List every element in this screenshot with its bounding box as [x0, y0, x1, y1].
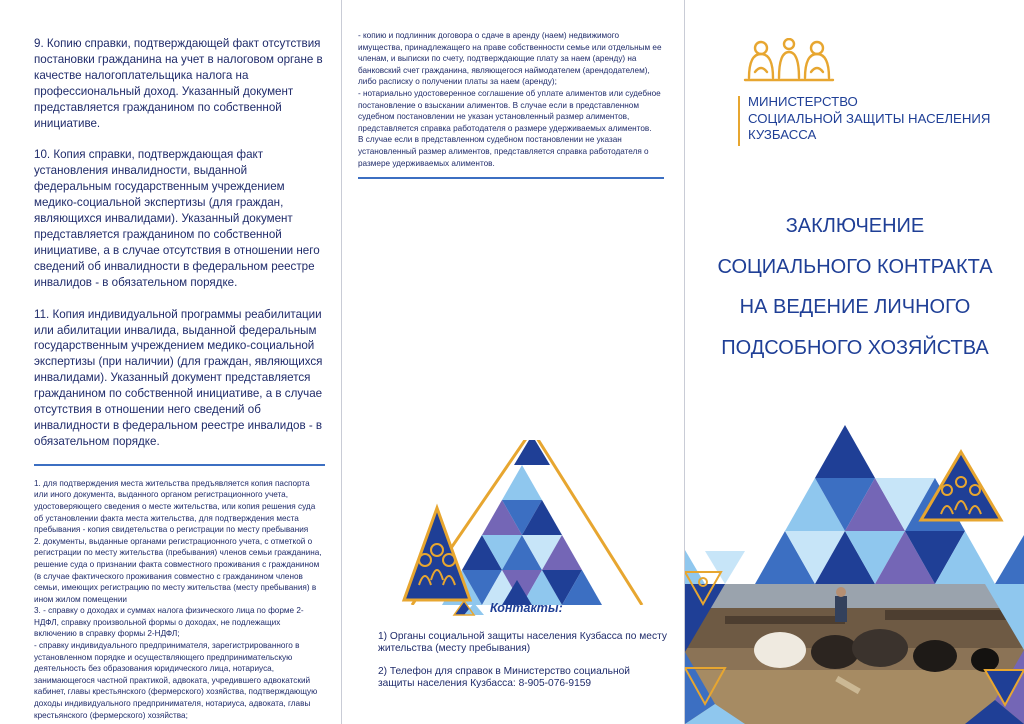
section-divider: [358, 177, 664, 179]
footnote-2: 2. документы, выданные органами регистрационного учета, с отметкой о регистрации по месту жительства (пребывания) членов семьи гражданина, решение суда о признании факта совместного проживания с гражданином (в случае фактического проживания совместно с гражданином членов семьи, имеющих регистрацию по месту жительства (месту пребывания) в ином жилом помещении: [34, 536, 322, 604]
left-panel: [0, 0, 341, 724]
paragraph-9: 9. Копию справки, подтверждающей факт отсутствия постановки гражданина на учет в налоговом органе в качестве налогоплательщика налога на профессиональный доход. Указанный документ представляется гражданином по собственной инициативе.: [34, 37, 323, 130]
footnotes: [34, 478, 325, 721]
cover-artwork: [685, 420, 1024, 724]
mountain-triangles: [442, 440, 602, 605]
paragraph-10: 10. Копия справки, подтверждающая факт установления инвалидности, выданной федеральным государственным учреждением медико-социальной экспертизы (для граждан, являющихся инвалидами). Указанный документ представляется гражданином по собственной инициативе, а в случае отсутствия в отношении него сведений об инвалидности в федеральном реестре инвалидов - в обязательном порядке.: [34, 148, 320, 289]
title-line-2: СОЦИАЛЬНОГО КОНТРАКТА: [717, 255, 993, 278]
ministry-accent-bar: [738, 96, 740, 146]
ministry-line-1: МИНИСТЕРСТВО: [748, 94, 858, 109]
contacts-list: [378, 631, 668, 701]
contact-phone: 2) Телефон для справок в Министерство социальной защиты населения Кузбасса: 8-905-076-9159: [378, 665, 630, 690]
contacts-header: [452, 600, 563, 616]
title-line-3: НА ВЕДЕНИЕ ЛИЧНОГО: [739, 296, 971, 318]
ministry-name: [738, 94, 990, 146]
ministry-line-3: КУЗБАССА: [748, 127, 817, 142]
paragraph-11: 11. Копия индивидуальной программы реабилитации или абилитации инвалида, выданной федеральным государственным учреждением медико-социальной экспертизы (при наличии) (для граждан, являющихся инвалидами). Указанный документ представляется гражданином по собственной инициативе, а в случае отсутствия в отношении него сведений об инвалидности в федеральном реестре инвалидов - в обязательном порядке.: [34, 307, 323, 448]
triangle-logo-icon: [452, 600, 486, 616]
section-divider: [34, 464, 325, 466]
triangle-mountain-graphic: [342, 440, 684, 605]
title-line-4: ПОДСОБНОГО ХОЗЯЙСТВА: [721, 336, 989, 359]
contacts-title: Контакты:: [490, 601, 563, 615]
note-alimony-2: В случае если в представленном судебном постановлении не указан установленный размер алиментов, представляется справка работодателя о размере удерживаемых алиментов.: [358, 135, 649, 168]
footnote-3b: - справку индивидуального предпринимателя, зарегистрированного в установленном порядке и осуществляющего предпринимательскую деятельность без образования юридического лица, нотариуса, занимающегося частной практикой, адвоката, учредившего адвокатский кабинет, главы крестьянского (фермерского) хозяйства, подтверждающую доходы индивидуального предпринимателя, нотариуса, адвоката, главы крестьянского (фермерского) хозяйства;: [34, 641, 318, 720]
note-rent: - копию и подлинник договора о сдаче в аренду (наем) недвижимого имущества, принадлежащего на праве собственности семье или отдельным ее членам, и выписки по счету, подтверждающие плату за наем (аренду) на банковский счет гражданина, являющегося наймодателем (арендодателем), либо расписку о получении платы за наем (аренду);: [358, 31, 662, 87]
brochure-title: [700, 206, 1010, 368]
farm-photo: [685, 584, 1024, 724]
emblem-badge: [404, 508, 470, 600]
title-line-1: ЗАКЛЮЧЕНИЕ: [785, 215, 925, 237]
footnote-3: 3. - справку о доходах и суммах налога физического лица по форме 2-НДФЛ, справку произвольной формы о доходах, не подлежащих включению в справку формы 2-НДФЛ;: [34, 606, 304, 639]
ministry-logo-icon: [741, 38, 837, 84]
footnote-1: 1. для подтверждения места жительства предъявляется копия паспорта или иного документа, выданного органом регистрационного учета, удостоверяющего сведения о месте жительства, или копия решения суда об установлении факта места жительства, для подтверждения места пребывания - копия свидетельства о регистрации по месту пребывания: [34, 478, 316, 535]
ministry-line-2: СОЦИАЛЬНОЙ ЗАЩИТЫ НАСЕЛЕНИЯ: [748, 110, 991, 126]
contact-offices: 1) Органы социальной защиты населения Кузбасса по месту жительства (месту пребывания): [378, 631, 667, 655]
note-alimony: - нотариально удостоверенное соглашение об уплате алиментов или судебное постановление о взыскании алиментов. В случае если в представленном судебном постановлении не указан установленный размер алиментов, представляется справка работодателя о размере удерживаемых алиментов.: [358, 88, 661, 133]
income-notes: [358, 30, 664, 169]
